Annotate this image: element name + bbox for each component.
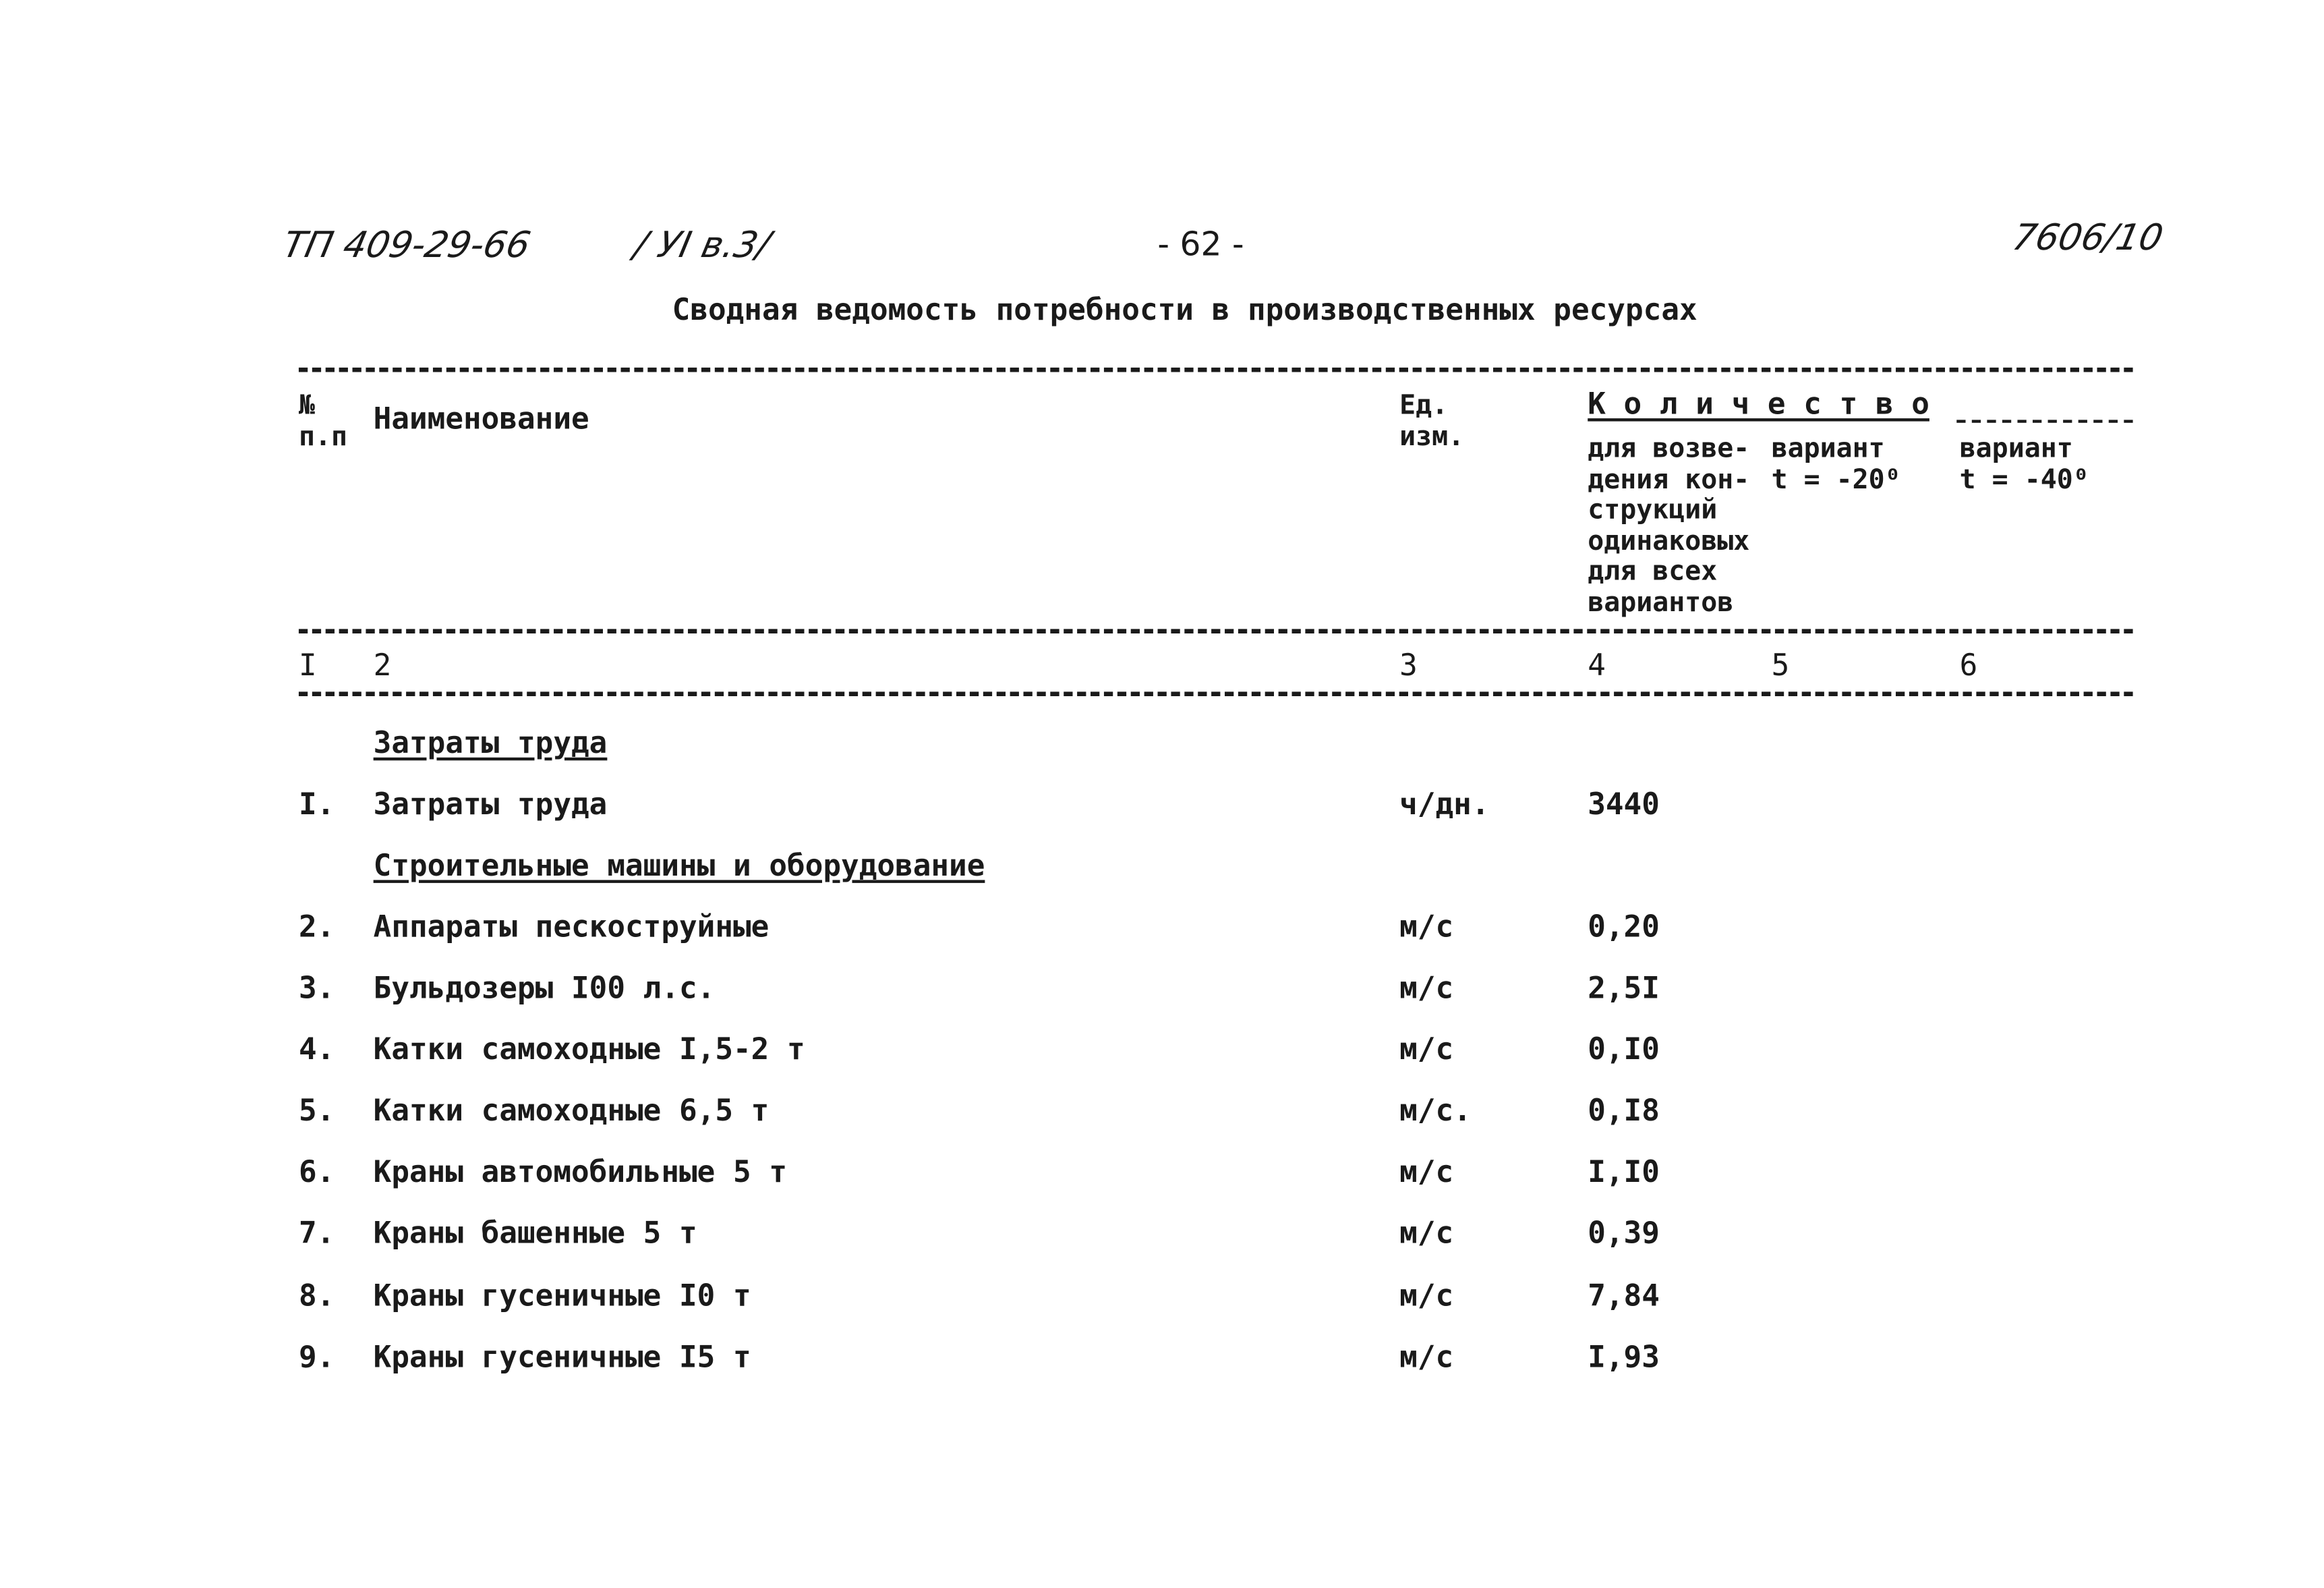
quantity-header-trailing-dashes: [1956, 420, 2132, 422]
section-heading: Строительные машины и оборудование: [373, 847, 985, 883]
header-bottom-border: [299, 629, 2133, 633]
col-header-no: № п.п: [298, 390, 347, 452]
page-number: - 62 -: [1157, 227, 1244, 265]
section-code: / УI в.3/: [630, 224, 774, 266]
col-number-3: 3: [1399, 646, 1418, 683]
col-header-name: Наименование: [373, 400, 589, 436]
col-number-4: 4: [1588, 646, 1606, 683]
col-number-1: I: [298, 646, 317, 683]
col-header-unit: Ед. изм.: [1399, 390, 1465, 452]
col-number-2: 2: [373, 646, 392, 683]
col-number-5: 5: [1771, 646, 1790, 683]
sheet-number: 7606/10: [2008, 217, 2167, 259]
project-code: ТП 409-29-66: [279, 224, 534, 266]
table-top-border: [299, 368, 2133, 372]
col-header-variant-2: вариант t = -40⁰: [1959, 433, 2089, 496]
numbers-bottom-border: [299, 691, 2133, 696]
col-header-variant-1: вариант t = -20⁰: [1771, 433, 1901, 496]
col-header-common: для возве- дения кон- струкций одинаковых для всех вариантов: [1588, 433, 1750, 618]
col-number-6: 6: [1959, 646, 1978, 683]
document-page: ТП 409-29-66 / УI в.3/ - 62 - 7606/10 Сводная ведомость потребности в производственных ресурсах № п.п Наименование Ед. изм. К о л и ч е с т в о для возве- дения кон- струкций одинаковых для всех вариантов вариант t = -20⁰ вариант t = -40⁰ I 2 3 4 5 6 Затраты труда I. Затраты труда ч/дн. 3440 Строительные машины и оборудование 2. Аппараты пескоструйные м/с 0,20 3. Бульдозеры I00 л.с. м/с 2,5I 4. Катки самоходные I,5-2 т м/с 0,I0 5. Катки самоходные 6,5 т м/с. 0,I8 6. Краны автомобильные 5 т м/с I,I0 7. Краны башенные 5 т м/с 0,39 8. Краны гусеничные I0 т м/с 7,84 9. Краны гусеничные I5 т м/с I,93: [279, 217, 2167, 1375]
col-header-quantity: К о л и ч е с т в о: [1588, 385, 1929, 422]
section-heading: Затраты труда: [373, 725, 608, 761]
document-title: Сводная ведомость потребности в производственных ресурсах: [672, 291, 1697, 328]
